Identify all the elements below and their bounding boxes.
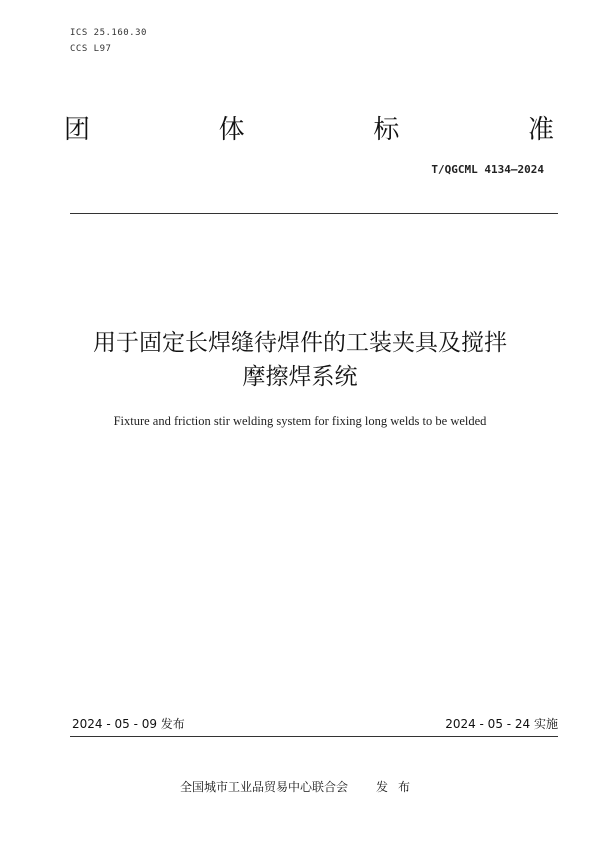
publish-date: 2024 - 05 - 09 发布 bbox=[72, 717, 185, 731]
standard-type-char: 准 bbox=[527, 115, 554, 145]
standard-type-title bbox=[64, 112, 554, 148]
title-line-2: 摩擦焊系统 bbox=[242, 364, 358, 390]
ccs-code: CCS L97 bbox=[70, 44, 112, 54]
issuer-line bbox=[40, 778, 560, 795]
issue-label: 发布 bbox=[376, 780, 421, 794]
document-title bbox=[40, 326, 560, 394]
issuing-organization: 全国城市工业品贸易中心联合会 bbox=[179, 780, 348, 794]
english-title: Fixture and friction stir welding system for fixing long welds to be welded bbox=[113, 414, 487, 428]
standard-type-char: 体 bbox=[218, 115, 245, 145]
footer-divider bbox=[70, 736, 558, 737]
title-line-1: 用于固定长焊缝待焊件的工装夹具及搅拌 bbox=[93, 330, 507, 356]
standard-type-char: 团 bbox=[64, 115, 91, 145]
implementation-date: 2024 - 05 - 24 实施 bbox=[445, 717, 558, 731]
standard-type-char: 标 bbox=[373, 115, 400, 145]
header-divider bbox=[70, 213, 558, 214]
ics-code: ICS 25.160.30 bbox=[70, 28, 147, 38]
standard-number: T/QGCML 4134—2024 bbox=[431, 163, 544, 176]
